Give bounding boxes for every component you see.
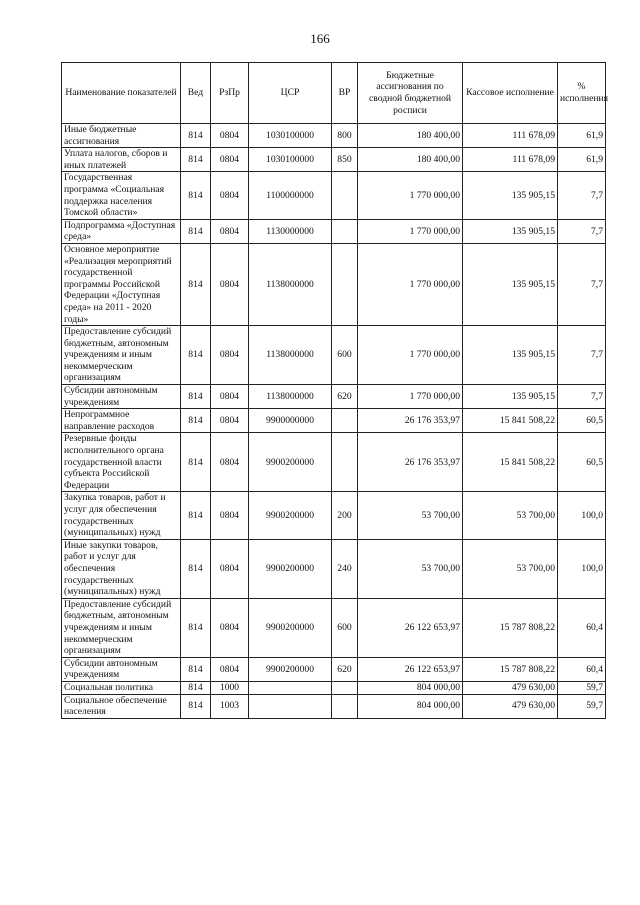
cell-name: Субсидии автономным учреждениям bbox=[62, 385, 181, 409]
table-row bbox=[62, 385, 606, 409]
cell-csr: 9900200000 bbox=[249, 657, 332, 681]
cell-cash-execution: 15 787 808,22 bbox=[463, 598, 558, 657]
cell-name: Иные закупки товаров, работ и услуг для обеспечения государственных (муниципальных) нужд bbox=[62, 539, 181, 598]
cell-vr: 620 bbox=[332, 385, 358, 409]
cell-vr bbox=[332, 243, 358, 325]
cell-csr bbox=[249, 681, 332, 694]
cell-assignments: 26 176 353,97 bbox=[358, 433, 463, 492]
table-row bbox=[62, 326, 606, 385]
cell-assignments: 804 000,00 bbox=[358, 694, 463, 718]
cell-rzpr: 0804 bbox=[211, 657, 249, 681]
cell-percent: 60,5 bbox=[558, 409, 606, 433]
cell-percent: 100,0 bbox=[558, 539, 606, 598]
cell-csr: 1030100000 bbox=[249, 124, 332, 148]
cell-cash-execution: 111 678,09 bbox=[463, 124, 558, 148]
cell-cash-execution: 135 905,15 bbox=[463, 326, 558, 385]
cell-cash-execution: 111 678,09 bbox=[463, 148, 558, 172]
cell-rzpr: 0804 bbox=[211, 124, 249, 148]
cell-csr bbox=[249, 694, 332, 718]
cell-name: Уплата налогов, сборов и иных платежей bbox=[62, 148, 181, 172]
budget-table bbox=[61, 62, 609, 719]
cell-rzpr: 0804 bbox=[211, 433, 249, 492]
cell-percent: 7,7 bbox=[558, 172, 606, 219]
cell-percent: 59,7 bbox=[558, 681, 606, 694]
cell-vr bbox=[332, 409, 358, 433]
header-ved: Вед bbox=[181, 63, 211, 124]
cell-vr: 600 bbox=[332, 326, 358, 385]
cell-vr: 200 bbox=[332, 492, 358, 539]
cell-csr: 1138000000 bbox=[249, 243, 332, 325]
table-row bbox=[62, 172, 606, 219]
cell-rzpr: 0804 bbox=[211, 326, 249, 385]
cell-assignments: 53 700,00 bbox=[358, 492, 463, 539]
table-row bbox=[62, 539, 606, 598]
cell-name: Субсидии автономным учреждениям bbox=[62, 657, 181, 681]
table-row bbox=[62, 598, 606, 657]
cell-percent: 100,0 bbox=[558, 492, 606, 539]
cell-percent: 7,7 bbox=[558, 385, 606, 409]
cell-csr: 9900200000 bbox=[249, 492, 332, 539]
cell-cash-execution: 15 841 508,22 bbox=[463, 409, 558, 433]
cell-csr: 9900200000 bbox=[249, 598, 332, 657]
cell-rzpr: 1003 bbox=[211, 694, 249, 718]
cell-name: Социальная политика bbox=[62, 681, 181, 694]
cell-assignments: 180 400,00 bbox=[358, 124, 463, 148]
cell-ved: 814 bbox=[181, 219, 211, 243]
cell-vr bbox=[332, 433, 358, 492]
cell-ved: 814 bbox=[181, 433, 211, 492]
cell-percent: 7,7 bbox=[558, 219, 606, 243]
cell-ved: 814 bbox=[181, 172, 211, 219]
cell-percent: 59,7 bbox=[558, 694, 606, 718]
cell-cash-execution: 135 905,15 bbox=[463, 219, 558, 243]
cell-ved: 814 bbox=[181, 409, 211, 433]
cell-name: Предоставление субсидий бюджетным, автономным учреждениям и иным некоммерческим организациям bbox=[62, 326, 181, 385]
cell-name: Государственная программа «Социальная поддержка населения Томской области» bbox=[62, 172, 181, 219]
cell-vr: 240 bbox=[332, 539, 358, 598]
header-assignments: Бюджетные ассигнования по сводной бюджетной росписи bbox=[358, 63, 463, 124]
cell-cash-execution: 135 905,15 bbox=[463, 385, 558, 409]
table-row bbox=[62, 694, 606, 718]
cell-rzpr: 0804 bbox=[211, 539, 249, 598]
cell-vr: 620 bbox=[332, 657, 358, 681]
cell-rzpr: 0804 bbox=[211, 148, 249, 172]
cell-assignments: 180 400,00 bbox=[358, 148, 463, 172]
cell-rzpr: 1000 bbox=[211, 681, 249, 694]
cell-ved: 814 bbox=[181, 657, 211, 681]
cell-cash-execution: 15 787 808,22 bbox=[463, 657, 558, 681]
cell-percent: 7,7 bbox=[558, 243, 606, 325]
cell-name: Предоставление субсидий бюджетным, автономным учреждениям и иным некоммерческим организациям bbox=[62, 598, 181, 657]
cell-vr: 600 bbox=[332, 598, 358, 657]
cell-vr: 800 bbox=[332, 124, 358, 148]
cell-ved: 814 bbox=[181, 243, 211, 325]
cell-ved: 814 bbox=[181, 539, 211, 598]
cell-csr: 9900000000 bbox=[249, 409, 332, 433]
cell-assignments: 1 770 000,00 bbox=[358, 172, 463, 219]
cell-name: Непрограммное направление расходов bbox=[62, 409, 181, 433]
cell-name: Закупка товаров, работ и услуг для обеспечения государственных (муниципальных) нужд bbox=[62, 492, 181, 539]
table-row bbox=[62, 243, 606, 325]
cell-cash-execution: 135 905,15 bbox=[463, 243, 558, 325]
cell-vr bbox=[332, 219, 358, 243]
table-row bbox=[62, 148, 606, 172]
table-row bbox=[62, 492, 606, 539]
cell-ved: 814 bbox=[181, 148, 211, 172]
cell-assignments: 1 770 000,00 bbox=[358, 326, 463, 385]
cell-rzpr: 0804 bbox=[211, 385, 249, 409]
cell-name: Основное мероприятие «Реализация мероприятий государственной программы Российской Федерации «Доступная среда» на 2011 - 2020 годы» bbox=[62, 243, 181, 325]
table-row bbox=[62, 409, 606, 433]
cell-csr: 9900200000 bbox=[249, 539, 332, 598]
cell-percent: 60,4 bbox=[558, 657, 606, 681]
cell-rzpr: 0804 bbox=[211, 409, 249, 433]
table-row bbox=[62, 681, 606, 694]
cell-percent: 60,4 bbox=[558, 598, 606, 657]
cell-ved: 814 bbox=[181, 385, 211, 409]
cell-percent: 7,7 bbox=[558, 326, 606, 385]
cell-name: Социальное обеспечение населения bbox=[62, 694, 181, 718]
cell-cash-execution: 135 905,15 bbox=[463, 172, 558, 219]
cell-rzpr: 0804 bbox=[211, 219, 249, 243]
cell-percent: 61,9 bbox=[558, 124, 606, 148]
header-vr: ВР bbox=[332, 63, 358, 124]
cell-ved: 814 bbox=[181, 326, 211, 385]
cell-rzpr: 0804 bbox=[211, 598, 249, 657]
cell-assignments: 26 122 653,97 bbox=[358, 657, 463, 681]
cell-csr: 1130000000 bbox=[249, 219, 332, 243]
cell-csr: 9900200000 bbox=[249, 433, 332, 492]
cell-percent: 61,9 bbox=[558, 148, 606, 172]
cell-ved: 814 bbox=[181, 694, 211, 718]
cell-cash-execution: 479 630,00 bbox=[463, 694, 558, 718]
table-header-row bbox=[62, 63, 606, 124]
cell-ved: 814 bbox=[181, 598, 211, 657]
cell-name: Резервные фонды исполнительного органа государственной власти субъекта Российской Федерации bbox=[62, 433, 181, 492]
header-name: Наименование показателей bbox=[62, 63, 181, 124]
cell-vr: 850 bbox=[332, 148, 358, 172]
cell-rzpr: 0804 bbox=[211, 492, 249, 539]
cell-cash-execution: 53 700,00 bbox=[463, 539, 558, 598]
cell-assignments: 1 770 000,00 bbox=[358, 385, 463, 409]
cell-csr: 1138000000 bbox=[249, 326, 332, 385]
cell-assignments: 804 000,00 bbox=[358, 681, 463, 694]
cell-name: Иные бюджетные ассигнования bbox=[62, 124, 181, 148]
cell-assignments: 53 700,00 bbox=[358, 539, 463, 598]
header-rzpr: РзПр bbox=[211, 63, 249, 124]
cell-cash-execution: 479 630,00 bbox=[463, 681, 558, 694]
table-row bbox=[62, 657, 606, 681]
cell-rzpr: 0804 bbox=[211, 243, 249, 325]
cell-vr bbox=[332, 172, 358, 219]
cell-ved: 814 bbox=[181, 124, 211, 148]
cell-vr bbox=[332, 694, 358, 718]
cell-ved: 814 bbox=[181, 681, 211, 694]
header-cash-execution: Кассовое исполнение bbox=[463, 63, 558, 124]
cell-percent: 60,5 bbox=[558, 433, 606, 492]
table-row bbox=[62, 219, 606, 243]
cell-assignments: 26 122 653,97 bbox=[358, 598, 463, 657]
cell-vr bbox=[332, 681, 358, 694]
cell-csr: 1030100000 bbox=[249, 148, 332, 172]
table-row bbox=[62, 433, 606, 492]
table-row bbox=[62, 124, 606, 148]
cell-rzpr: 0804 bbox=[211, 172, 249, 219]
header-percent: % исполнения bbox=[558, 63, 606, 124]
header-csr: ЦСР bbox=[249, 63, 332, 124]
cell-cash-execution: 15 841 508,22 bbox=[463, 433, 558, 492]
page-number: 166 bbox=[310, 31, 330, 46]
cell-cash-execution: 53 700,00 bbox=[463, 492, 558, 539]
cell-assignments: 1 770 000,00 bbox=[358, 219, 463, 243]
cell-assignments: 1 770 000,00 bbox=[358, 243, 463, 325]
cell-assignments: 26 176 353,97 bbox=[358, 409, 463, 433]
cell-csr: 1138000000 bbox=[249, 385, 332, 409]
cell-ved: 814 bbox=[181, 492, 211, 539]
cell-csr: 1100000000 bbox=[249, 172, 332, 219]
cell-name: Подпрограмма «Доступная среда» bbox=[62, 219, 181, 243]
